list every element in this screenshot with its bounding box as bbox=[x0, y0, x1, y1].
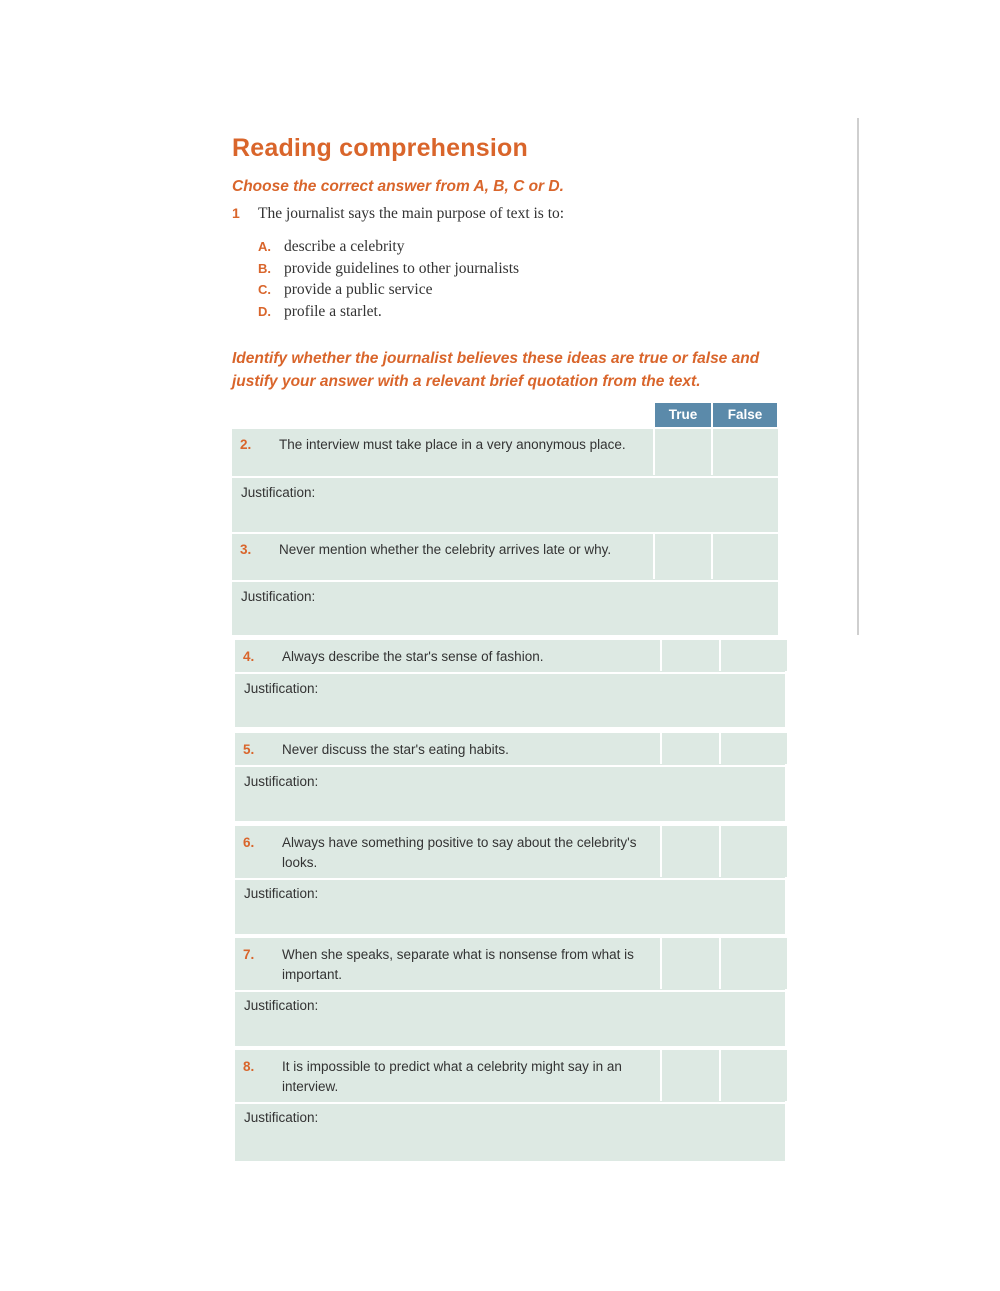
row-divider bbox=[235, 1102, 785, 1104]
option-letter: B. bbox=[258, 260, 271, 276]
row-divider bbox=[235, 765, 785, 767]
justification-label: Justification: bbox=[241, 589, 316, 604]
statement-text: Never mention whether the celebrity arrives late or why. bbox=[279, 542, 612, 557]
row-divider bbox=[235, 672, 785, 674]
row-divider bbox=[235, 878, 785, 880]
question-number: 1 bbox=[232, 205, 240, 221]
false-column-header: False bbox=[713, 403, 777, 427]
row-divider bbox=[235, 990, 785, 992]
page-title: Reading comprehension bbox=[232, 134, 528, 162]
option-text: describe a celebrity bbox=[284, 238, 405, 255]
justification-label: Justification: bbox=[241, 485, 316, 500]
true-checkbox[interactable] bbox=[660, 1050, 719, 1101]
tf-item-6 bbox=[235, 826, 785, 934]
false-checkbox[interactable] bbox=[719, 640, 787, 671]
statement-text: Always have something positive to say about the celebrity's looks. bbox=[282, 835, 637, 870]
true-column-header: True bbox=[655, 403, 711, 427]
justification-label: Justification: bbox=[244, 998, 319, 1013]
option-letter: C. bbox=[258, 282, 271, 297]
option-text: provide a public service bbox=[284, 281, 433, 298]
tf-item-5 bbox=[235, 733, 785, 821]
item-number: 5. bbox=[243, 742, 255, 757]
statement-text: The interview must take place in a very anonymous place. bbox=[279, 437, 626, 452]
mcq-instruction: Choose the correct answer from A, B, C or D. bbox=[232, 178, 564, 195]
true-checkbox[interactable] bbox=[653, 534, 711, 579]
item-number: 2. bbox=[240, 437, 252, 452]
justification-label: Justification: bbox=[244, 681, 319, 696]
true-checkbox[interactable] bbox=[660, 938, 719, 989]
statement-text: Always describe the star's sense of fashion. bbox=[282, 649, 544, 664]
option-text: provide guidelines to other journalists bbox=[284, 259, 520, 277]
tf-instruction: Identify whether the journalist believes these ideas are true or false and justify your answer with a relevant brief quotation from the text. bbox=[232, 350, 760, 390]
false-checkbox[interactable] bbox=[719, 733, 787, 764]
false-checkbox[interactable] bbox=[711, 534, 778, 579]
true-checkbox[interactable] bbox=[653, 429, 711, 475]
true-checkbox[interactable] bbox=[660, 826, 719, 877]
option-a[interactable] bbox=[258, 236, 519, 258]
item-number: 7. bbox=[243, 947, 255, 962]
false-checkbox[interactable] bbox=[719, 1050, 787, 1101]
mcq-options bbox=[258, 236, 519, 322]
true-checkbox[interactable] bbox=[660, 733, 719, 764]
mcq-question bbox=[232, 205, 564, 223]
item-number: 4. bbox=[243, 649, 255, 664]
tf-item-4 bbox=[235, 640, 785, 727]
statement-text: It is impossible to predict what a celebrity might say in an interview. bbox=[282, 1059, 622, 1094]
option-c[interactable] bbox=[258, 279, 519, 301]
row-divider bbox=[232, 476, 778, 478]
item-number: 3. bbox=[240, 542, 252, 557]
item-number: 6. bbox=[243, 835, 255, 850]
page-edge-rule bbox=[857, 118, 859, 635]
option-letter: A. bbox=[258, 239, 271, 254]
false-checkbox[interactable] bbox=[719, 826, 787, 877]
option-letter: D. bbox=[258, 303, 271, 319]
justification-label: Justification: bbox=[244, 1110, 319, 1125]
question-text: The journalist says the main purpose of text is to: bbox=[258, 205, 565, 222]
item-number: 8. bbox=[243, 1059, 255, 1074]
justification-label: Justification: bbox=[244, 774, 319, 789]
true-checkbox[interactable] bbox=[660, 640, 719, 671]
tf-item-2 bbox=[232, 429, 778, 532]
statement-text: Never discuss the star's eating habits. bbox=[282, 742, 509, 757]
row-divider bbox=[232, 580, 778, 582]
option-text: profile a starlet. bbox=[284, 302, 382, 320]
option-d[interactable] bbox=[258, 301, 519, 323]
tf-item-7 bbox=[235, 938, 785, 1046]
false-checkbox[interactable] bbox=[719, 938, 787, 989]
justification-label: Justification: bbox=[244, 886, 319, 901]
tf-item-3 bbox=[232, 534, 778, 635]
false-checkbox[interactable] bbox=[711, 429, 778, 475]
tf-item-8 bbox=[235, 1050, 785, 1161]
option-b[interactable] bbox=[258, 258, 519, 280]
statement-text: When she speaks, separate what is nonsense from what is important. bbox=[282, 947, 634, 982]
